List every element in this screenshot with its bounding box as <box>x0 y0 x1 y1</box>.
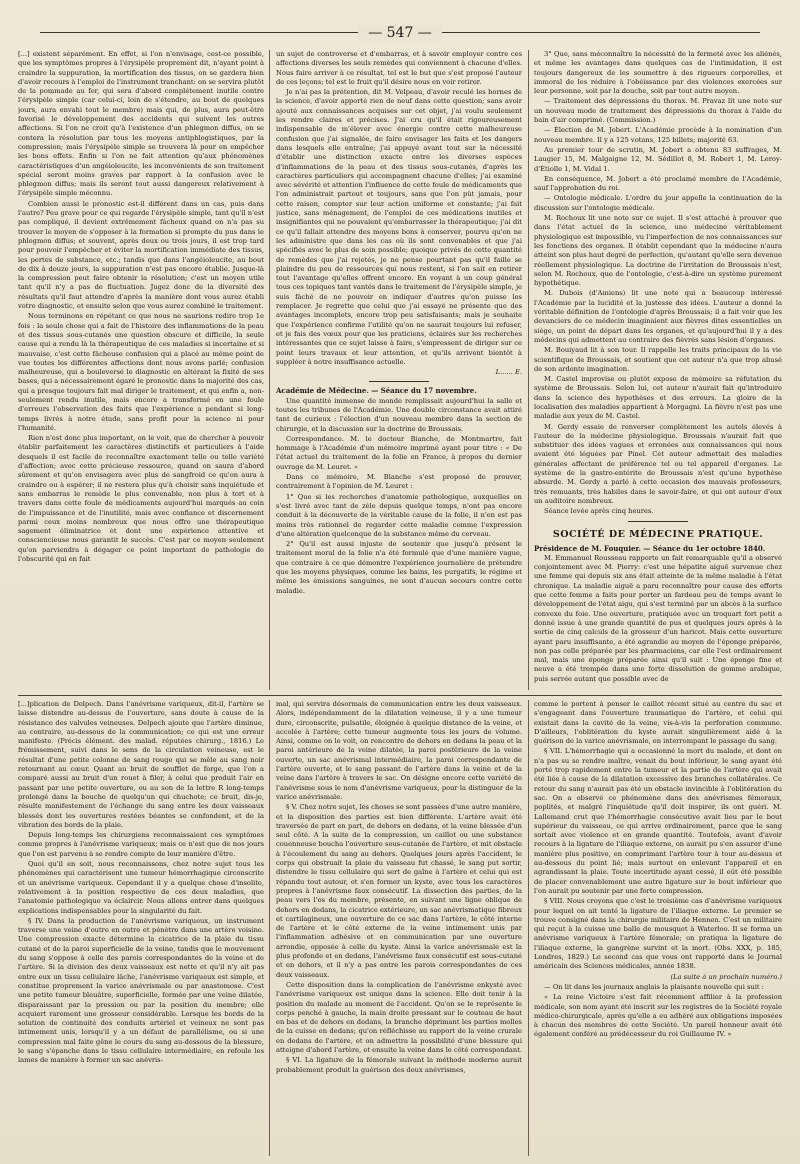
paragraph: Dans ce mémoire, M. Blanche s'est proposé de prouver, contrairement à l'opinion de M. Leuret : <box>276 473 522 491</box>
header-rule-left <box>40 32 360 33</box>
paragraph: 3° Que, sans méconnaître la nécessité de la fermeté avec les aliénés, et même les avantages dans quelques cas de l'intimidation, il est toujours dangereux de les soumettre à des rigueurs corporelles, et immoral de les réduire à l'obéissance par des violences exercées sur leur personne, soit par la douche, soit par tout autre moyen. <box>534 50 782 96</box>
paragraph: § VIII. Nous croyons que c'est le troisième cas d'anévrisme variqueux pour lequel on ait tenté la ligature de l'iliaque externe. Le premier se trouve consigné dans la chirurgie militaire de Hennen. C'est un militaire qui reçut à la cuisse une balle de mousquet à Waterloo. Il se forma un anévrisme variqueux à l'artère fémorale; on pratiqua la ligature de l'iliaque externe, la gangrène survint et la mort. (Obs. XXX, p. 185, Londres, 1829.) Le second cas que vous ont rapporté dans le Journal américain des Sciences médicales, année 1838. <box>534 897 782 971</box>
paragraph: Cette disposition dans la complication de l'anévrisme enkysté avec l'anévrisme variqueux est unique dans la science. Elle doit tenir à la position du malade au moment de l'accident. Qu'on se le représente le corps penché à gauche, la main droite pressant sur le couteau de haut en bas et de dehors en dedans, la branche déprimant les parties molles de la cuisse en dedans; qu'on réfléchisse au rapport de la veine crurale en dedans de l'artère, et on admettra la possibilité d'une blessure qui atteigne d'abord l'artère, et ensuite la veine dans le côté correspondant. <box>276 980 522 1054</box>
paragraph: 1° Que si les recherches d'anatomie pathologique, auxquelles on s'est livré avec tant de zèle depuis quelque temps, n'ont pas encore conduit à la découverte de la véritable cause de la folie, il n'en est pas moins très rationnel de regarder cette maladie comme l'expression d'une altération quelconque de la substance même du cerveau. <box>276 492 522 538</box>
author-signature: L...... E. <box>495 368 522 377</box>
paragraph: § IV. Dans la production de l'anévrisme variqueux, un instrument traverse une veine d'outre en outre et pénètre dans une artère voisine. Une compression exacte détermine la cicatrice de la plaie du tissu cutané et de la paroi superficielle de la veine, tandis que le mouvement du sang s'oppose à celle des parois correspondantes de la veine et de l'artère. Si la division des deux vaisseaux est nette et qu'il n'y ait pas entre eux un tissu cellulaire lâche, l'anévrisme variqueux est simple, et constitue proprement la varice anévrismale ou par anastomose. C'est une petite tumeur bleuâtre, superficielle, formée par une veine dilatée, disparaissant par la pression ou par la position du membre; elle acquiert rarement une grosseur considérable. Lorsque les bords de la solution de continuité des conduits artériel et veineux ne sont pas intimement unis, lorsqu'il y a un défaut de parallélisme, ou si une compression mal faite gêne le cours du sang au-dessous de la blessure, le sang s'épanche dans le tissu cellulaire intermédiaire, en refoule les lames de manière à former un sac anévris- <box>18 916 264 1065</box>
paragraph: Correspondance. M. le docteur Bianche, de Montmartre, fait hommage à l'Académie d'un mémoire imprimé ayant pour titre : « De l'état actuel du traitement de la folie en France, à propos du dernier ouvrage de M. Leuret. » <box>276 434 522 471</box>
section-title: SOCIÉTÉ DE MÉDECINE PRATIQUE. <box>552 528 764 540</box>
paragraph: Je n'ai pas la prétention, dit M. Velpeau, d'avoir reculé les bornes de la science, d'avoir apporté rien de neuf dans cette question; sans avoir ajouté aux connaissances acquises sur cet objet, j'ai voulu seulement les rendre claires et précises. J'ai cru qu'il était rigoureusement indispensable de m'élever avec énergie contre cette malheureuse confusion que j'ai signalée, de faire envisager les faits et les dangers dans lesquels elle entraîne; j'ai appuyé avant tout sur la nécessité d'établir une distinction exacte entre les diverses espèces d'inflammations de la peau et des tissus sous-cutanés, d'après les caractères particuliers qui accompagnent chacune d'elles; j'ai examiné avec sévérité et attention l'influence de cette foule de médicaments que l'on administrait partout et toujours, sans que l'on pût jamais, pour cette raison, compter sur leur action uniforme et constante; j'ai fait justice, sans ménagement, de l'emploi de ces médications inutiles et insignifiantes qui ne pouvaient qu'embarrasser la thérapeutique; j'ai dit ce qu'il fallait attendre des moyens bons à conserver, pourvu qu'on ne les administre que dans les cas où ils sont convenables et que j'ai spécifiés avec le plus de soin possible; quoique privés de cette quantité de remèdes que j'ai rejetés, je ne pense pourtant pas qu'il faille se plaindre du peu de ressources qui nous restent, si l'on sait en retirer tout l'avantage qu'elles offrent encore. En voyant à un coup général tous ces topiques tant vantés dans le traitement de l'érysipèle simple, je suis fâché de ne pouvoir en indiquer d'autres qu'on puisse les remplacer. Je regrette que celui que j'ai essayé ne présente que des avantages incomplets, encore trop peu satisfaisants; mais je souhaite que l'expérience confirme l'utilité qu'on ne saurait toujours lui refuser, et je fais des vœux pour que les praticiens, éclairés sur les recherches intéressantes que ce sujet laisse à faire, s'empressent de diriger sur ce point leurs travaux et leur attention, et qu'ils arrivent bientôt à suppléer à notre insuffisance actuelle. <box>276 88 522 366</box>
text-column-4 <box>18 700 264 1156</box>
section-rule <box>369 381 429 382</box>
paragraph: — Traitement des dépressions du thorax. M. Pravaz lit une note sur un nouveau mode de traitement des dépressions du thorax à l'aide du bain d'air comprimé. (Commission.) <box>534 97 782 125</box>
paragraph: M. Bouiyaud lit à son tour. Il rappelle les traits principaux de la vie scientifique de Broussais, et soutient que cet auteur n'a que trop abusé de son ardente imagination. <box>534 346 782 373</box>
paragraph: [...]plication de Delpech. Dans l'anévrisme variqueux, dit-il, l'artère se laisse distendre au-dessus de l'ouverture, sans doute à cause de la résistance des valvules veineuses. Delpech ajoute que l'artère diminue, au contraire, au-dessous de la communication; ce qui est une erreur manifeste. (Précis élément. des malad. réputées chirurg., 1816.) Le frémissement, suivi dans le sens de la circulation veineuse, est le résultat d'une petite colonne de sang rouge qui se mêle au sang noir retournant au cœur. Quant au bruit de soufflet de forge, que l'on a comparé aussi au bruit d'un rouet à filer, à celui que produit l'air en passant par une petite ouverture, ou au son de la lettre R long-temps prolongé dans la bouche de quelqu'un qui chuchote; ce bruit, dis-je, résulte manifestement de l'échange du sang entre les deux vaisseaux blessés dont les ouvertures restées béantes se confondent, et de la vibration des bords de la plaie. <box>18 700 264 829</box>
header-rule-right <box>440 32 760 33</box>
paragraph: Nous terminons en répétant ce que nous ne saurions redire trop 1e fois : la seule chose qui a fait de l'histoire des inflammations de la peau et des tissus sous-cutanés une question obscure et difficile, la seule cause qui a rendu là la thérapeutique de ces maladies si incertaine et si mauvaise, c'est cette fâcheuse confusion qui a placé au même point de vue toutes les différentes affections dont nous avons parlé; confusion malheureuse, qui a bouleversé le diagnostic en altérant la fixité de ses bases, qui a nécessairement égaré le pronostic dans la majorité des cas, qui a presque toujours fait mal diriger le traitement, et qui enfin a, non-seulement rendu inutile, mais encore a transformé en une foule d'erreurs l'observation des faits que l'expérience a pendant si long-temps livrés à notre étude, sans profit pour la science ni pour l'humanité. <box>18 312 264 432</box>
paragraph: § VI. La ligature de la fémorale suivant la méthode moderne aurait probablement produit la guérison des deux anévrismes, <box>276 1056 522 1074</box>
text-column-6 <box>534 700 782 1156</box>
paragraph: comme le portent à penser le caillot récent situé au centre du sac et s'engageant dans l'ouverture traumatique de l'artère, et celui qui existait dans la cavité de la veine, vis-à-vis la perforation commune. D'ailleurs, l'oblitération du kyste aurait singulièrement aidé à la guérison de la varice anévrismale, en interrompant le passage du sang. <box>534 700 782 746</box>
paragraph: § VII. L'hémorrhagie qui a occasionné la mort du malade, et dont on n'a pas su se rendre maître, venait du bout inférieur, le sang ayant été porté trop rapidement entre la tumeur et la partie de l'artère qui avait été liée à cause de la dilatation excessive des branches collatérales. Ce retour du sang n'aurait pas été un obstacle invincible à l'oblitération du sac. On a observé ce phénomène dans des anévrismes fémoraux, poplités, et malgré l'inquiétude qu'il doit inspirer, ils ont guéri. M. Lallemand crut que l'hémorrhagie consécutive avait lieu par le bout supérieur du vaisseau, ce qui arrive ordinairement, parce que le sang sortait avec violence et en grande quantité. Toutefois, avant d'avoir recours à la ligature de l'iliaque externe, on aurait pu s'en assurer d'une manière plus positive, en comprimant l'artère tour à tour au-dessus et au-dessous du point lié; mais surtout en enlevant l'appareil et en agrandissant la plaie. Toute incertitude ayant cessé, il eût été possible de placer convenablement une autre ligature sur le bout inférieur que l'on aurait pu soutenir par une forte compression. <box>534 747 782 895</box>
paragraph: Au premier tour de scrutin, M. Jobert a obtenu 83 suffrages, M. Laugier 15, M. Malgaigne 12, M. Sédillot 8, M. Robert 1, M. Leroy-d'Étiolle 1, M. Vidal 1. <box>534 145 782 173</box>
column-divider <box>528 50 529 690</box>
paragraph: 2° Qu'il est aussi injuste de soutenir que jusqu'à présent le traitement moral de la folie n'a été formulé que d'une manière vague, que contraire à ce que démontre l'expérience journalière de prétendre que les moyens physiques, comme les bains, les purgatifs, le régime et même les émissions sanguines, ne sont d'aucun secours contre cette maladie. <box>276 540 522 595</box>
paragraph: M. Emmanuel Rousseau rapporte un fait remarquable qu'il a observé conjointement avec M. Pierry: c'est une hépatite aiguë survenue chez une femme qui depuis six ans était atteinte de la même maladie à l'état chronique. La maladie aiguë a paru reconnaître pour cause des efforts que cette femme a faits pour porter un fardeau peu de temps avant le développement de l'état aigu, qui s'est terminé par un abcès à la surface convexe du foie. Une ouverture, pratiquée avec un troquart fort petit a donné issue à une grande quantité de pus et quelques jours après à la sortie de cinq calculs de la grosseur d'un haricot. Mais cette ouverture ayant paru insuffisante, a été agrandie au moyen de l'éponge préparée, non pas celle préparée par les pharmaciens, car elle l'est ordinairement mal, mais une éponge préparée ainsi qu'il suit : Une éponge fine et neuve a été trempée dans une forte dissolution de gomme arabique, puis serrée autant que possible avec de <box>534 553 782 683</box>
paragraph: Séance levée après cinq heures. <box>544 507 654 516</box>
paragraph: § V. Chez notre sujet, les choses se sont passées d'une autre manière, et la disposition des parties est bien différente. L'artère avait été traversée de part en part, de dehors en dedans, et la veine blessée d'un seul côté. A la suite de la compression, un caillot ou une substance couenneuse boucha l'ouverture sous-cutanée de l'artère, et mit obstacle à l'écoulement du sang au dehors. Quelques jours après l'accident, le corps qui obstruait la plaie du vaisseau fut chassé, le sang put sortir, distendre le tissu cellulaire qui sert de gaîne à l'artère et celui qui est répandu tout autour, et s'en former un kyste, avec tous les caractères propres à l'anévrisme faux consécutif. La dissection des parties, de la peau vers l'os du membre, présente, en suivant une ligne oblique de dehors en dedans, la cicatrice extérieure, un sac anévrismatique fibreux et cartilagineux, une ouverture de ce sac dans l'artère, le côté interne de l'artère et le côté externe de la veine intimement unis par l'inflammation adhésive et en communication par une ouverture arrondie, opposée à celle du kyste. Ainsi la varice anévrismale est la plus profonde et en dedans, l'anévrisme faux consécutif est sous-cutané et en dehors, et il n'y a pas entre les parois correspondantes de ces deux vaisseaux. <box>276 803 522 979</box>
text-column-5 <box>276 700 522 1156</box>
paragraph: M. Rochoux lit une note sur ce sujet. Il s'est attaché à prouver que dans l'état actuel de la science, une médecine véritablement physiologique est impossible, vu l'imperfection de nos connaissances sur les fonctions des organes. Il établit cependant que la médecine n'aura atteint son plus haut degré de perfection, qu'autant qu'elle sera devenue réellement physiologique. La doctrine de l'irritation de Broussais n'est, selon M. Rochoux, que de l'ontologie, c'est-à-dire un système purement hypothétique. <box>534 214 782 288</box>
paragraph: Combien aussi le pronostic est-il différent dans un cas, puis dans l'autre? Peu grave pour ce qui regarde l'érysipèle simple, tant qu'il n'est pas compliqué, il devient extrêmement fâcheux quand on n'a pas su trouver le moyen de s'opposer à la formation si prompte du pus dans le phlegmon diffus; et souvent, après deux ou trois jours, il est trop tard pour pouvoir l'empêcher et éviter la mortification immédiate des tissus, les pertes de substance, etc.; tandis que dans l'angéioleucite, au bout de dix à douze jours, la suppuration n'est pas encore établie. Jusque-là la compression peut faire obtenir la résolution; c'est un moyen utile tant qu'il n'y a pas de fluctuation. Jugez donc de la diversité des résultats qu'il faut attendre d'après la manière dont vous aurez établi votre diagnostic, et ensuite selon que vous aurez combiné le traitement. <box>18 199 264 311</box>
paragraph: [...] existent séparément. En effet, si l'on n'envisage, cest-ce possible, que les symptômes propres à l'érysipèle proprement dit, n'ayant point à craindre la suppuration, la mortification des tissus, on se gardera bien d'avoir recours à l'emploi de l'instrument tranchant: on se servira plutôt de la pommade au fer, qui sera d'abord complétement inutile contre l'érysipèle simple (car celui-ci, loin de s'étendre, au bout de quelques jours, aura envahi tout le membre) mais qui, de plus, aura peut-être favorisé le développement des accidents qui suivent les autres affections. Si l'on ne croit qu'à l'existence d'un phlegmon diffus, on se contera la résolution par tous les moyens antiphlogistiques, par la compression; mais l'érysipèle simple se trouvera là pour en empêcher les bons effets. Enfin si l'on ne fait attention qu'aux phénomènes caractéristiques d'un angéioleucite, les inconvénients de son traitement spécial seront moins graves par rapport à la confusion avec le phlegmon diffus; mais ils seront tout aussi dangereux relativement à l'érysipèle simple méconnu. <box>18 50 264 198</box>
column-divider <box>269 700 270 1156</box>
paragraph: — Ontologie médicale. L'ordre du jour appelle la continuation de la discussion sur l'ontologie médicale. <box>534 194 782 212</box>
paragraph: M. Castel improvise ou plutôt expose de mémoire sa réfutation du système de Broussais. Selon lui, cet auteur n'aurait fait qu'introduire dans la science des hypothèses et des erreurs. La gloire de la localisation des maladies appartient à Morgagni. La fièvre n'est pas une maladie aux yeux de M. Castel. <box>534 375 782 421</box>
session-heading: Présidence de M. Fouquier. — Séance du 1er octobre 1840. <box>534 543 766 553</box>
column-divider <box>269 50 270 690</box>
text-column-2 <box>276 50 522 690</box>
text-column-3 <box>534 50 782 690</box>
paragraph: « La reine Victoire s'est fait récemment affilier à la profession médicale, son nom ayant été inscrit sur les registres de la Société royale médico-chirurgicale, après qu'elle a eu adhéré aux obligations imposées à chacun des membres de cette Société. Un pareil honneur avait été également conféré au prédécesseur du roi Guillaume IV. » <box>534 993 782 1039</box>
paragraph: M. Gerdy essaie de renverser complètement les autels élevés à l'auteur de la médecine physiologique. Broussais n'aurait fait que substituer des idées vagues et erronées aux connaissances qui nous avaient été léguées par Pinel. Cet auteur admettait des maladies générales affectant de préférence tel ou tel appareil d'organes. Le système de la gastro-entérite de Broussais n'est qu'une hypothèse absurde. M. Gerdy a parlé à cette occasion des mauvais professeurs, très remuants, très habiles dans le savoir-faire, et qui ont autour d'eux un auditoire nombreux. <box>534 422 782 505</box>
continuation-note: (La suite à un prochain numéro.) <box>670 972 782 981</box>
paragraph: En conséquence, M. Jobert a été proclamé membre de l'Académie, sauf l'approbation du roi. <box>534 174 782 193</box>
paragraph: — On lit dans les journaux anglais la plaisante nouvelle qui suit : <box>544 982 764 991</box>
paragraph: mal, qui servira désormais de communication entre les deux vaisseaux. Alors, indépendamment de la dilatation veineuse, il y a une tumeur dure, circonscrite, pulsatile, éloignée à quelque distance de la veine, et accolée à l'artère; cette tumeur augmente tous les jours de volume. Ainsi, comme on le voit, on rencontre de dehors en dedans la peau et la paroi antérieure de la veine dilatée, la paroi postérieure de la veine ouverte, un sac anévrismal intermédiaire, la paroi correspondante de l'artère ouverte, et le sang passant de l'artère dans la veine et de la veine dans l'artère à travers le sac. On désigne encore cette variété de l'anévrisme sous le nom d'anévrisme variqueux, pour la distinguer de la varice anévrismale. <box>276 700 522 801</box>
paragraph: un sujet de controverse et d'embarras, et à savoir employer contre ces affections diverses les seuls remèdes qui conviennent à chacune d'elles. Nous faire arriver à ce résultat, tel est le but que s'est proposé l'auteur de ces leçons; tel est le fruit qu'il désire nous en voir retirer. <box>276 50 522 86</box>
text-column-1 <box>18 50 264 690</box>
page-header <box>0 22 800 42</box>
paragraph: M. Dubois (d'Amiens) lit une note qui a beaucoup intéressé l'Académie par la lucidité et la justesse des idées. L'auteur a donné la véritable définition de l'ontologie d'après Broussais; il a fait voir que les devanciers de ce médecin imaginaient aux fièvres dites essentielles un siège, un point de départ dans les organes, et qu'aujourd'hui il y a des médecins qui admettent au contraire des fièvres sans lésion d'organes. <box>534 289 782 344</box>
paragraph: Quoi qu'il en soit, nous reconnaissons, chez notre sujet tous les phénomènes qui caractérisent une tumeur hémorrhagique circonscrite et un anévrisme variqueux. Cependant il y a quelque chose d'insolite, relativement à la position respective de ces deux maladies, que l'anatomie pathologique va éclaircir. Nous allons entrer dans quelques explications indispensables pour la singularité du fait. <box>18 860 264 915</box>
section-rule <box>628 521 688 522</box>
paragraph: Depuis long-temps les chirurgiens reconnaissaient ces symptômes comme propres à l'anévrisme variqueux; mais ce n'est que de nos jours que l'on est parvenu à se rendre compte de leur manière d'être. <box>18 831 264 858</box>
section-heading: Académie de Médecine. — Séance du 17 novembre. <box>276 386 477 396</box>
paragraph: Une quantité immense de monde remplissait aujourd'hui la salle et toutes les tribunes de l'Académie. Une double circonstance avait attiré tant de curieux : l'élection d'un nouveau membre dans la section de chirurgie, et la discussion sur la doctrine de Broussais. <box>276 396 522 433</box>
paragraph: Rien n'est donc plus important, on le voit, que de chercher à pouvoir établir parfaitement les caractères distinctifs et particuliers à l'aide desquels il est facile de reconnaître exactement telle ou telle variété d'affection; avec cette précieuse ressource, quand on saura d'abord sûrement et qu'on envisagera avec plus de sangfroid ce qu'on aura à craindre ou à espérer; il ne restera plus qu'à choisir sans inquiétude et sans embarras le remède le plus convenable, non plus à tort et à travers dans cette foule de médicaments aujourd'hui marqués au coin de l'impuissance et de l'inutilité, mais avec confiance et discernement parmi ceux moins nombreux que nous offre une thérapeutique sagement éliminatrice et dont une expérience attentive et consciencieuse nous garantit le succès. C'est par ce moyen seulement qu'on parviendra à dégager ce point important de pathologie de l'obscurité qui en fait <box>18 434 264 564</box>
paragraph: — Élection de M. Jobert. L'Académie procède à la nomination d'un nouveau membre. Il y a 125 votans, 125 billets; majorité 63. <box>534 126 782 144</box>
page-number: — 547 — <box>358 25 442 41</box>
column-divider <box>528 700 529 1156</box>
horizontal-divider <box>18 695 782 696</box>
